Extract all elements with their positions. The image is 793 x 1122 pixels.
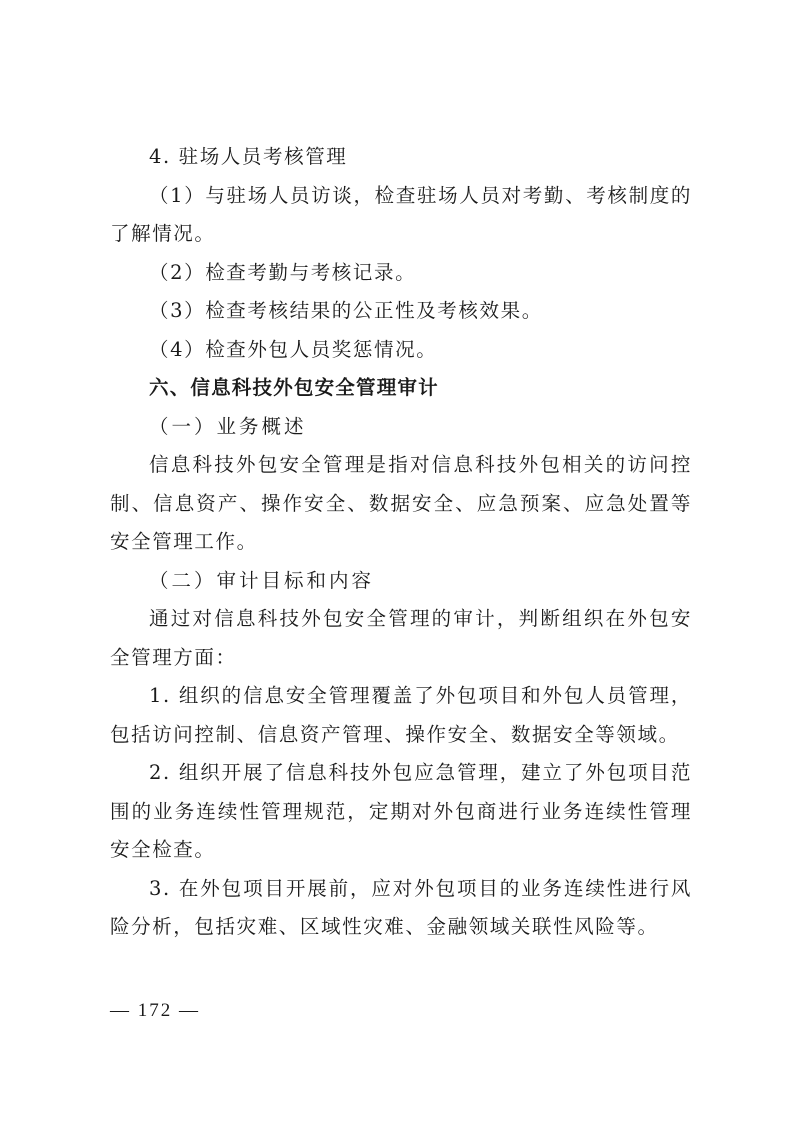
list-item: 1. 组织的信息安全管理覆盖了外包项目和外包人员管理，包括访问控制、信息资产管理、操作安全、数据安全等领域。 (110, 684, 692, 746)
list-item: 4. 驻场人员考核管理 (149, 145, 348, 168)
document-body (110, 138, 692, 947)
list-item: （1）与驻场人员访谈，检查驻场人员对考勤、考核制度的了解情况。 (110, 183, 692, 245)
list-item: （3）检查考核结果的公正性及考核效果。 (149, 299, 543, 322)
subsection-heading: （一）业务概述 (149, 414, 307, 438)
subsection-heading: （二）审计目标和内容 (149, 568, 375, 592)
body-paragraph: 通过对信息科技外包安全管理的审计，判断组织在外包安全管理方面： (110, 607, 692, 669)
section-heading: 六、信息科技外包安全管理审计 (149, 376, 439, 399)
page-number: — 172 — (110, 1000, 200, 1021)
body-paragraph: 信息科技外包安全管理是指对信息科技外包相关的访问控制、信息资产、操作安全、数据安全、应急预案、应急处置等安全管理工作。 (110, 453, 692, 553)
list-item: 2. 组织开展了信息科技外包应急管理，建立了外包项目范围的业务连续性管理规范，定期对外包商进行业务连续性管理安全检查。 (110, 761, 692, 861)
list-item: （4）检查外包人员奖惩情况。 (149, 337, 438, 361)
list-item: 3. 在外包项目开展前，应对外包项目的业务连续性进行风险分析，包括灾难、区域性灾难、金融领域关联性风险等。 (110, 876, 692, 938)
list-item: （2）检查考勤与考核记录。 (149, 260, 417, 284)
